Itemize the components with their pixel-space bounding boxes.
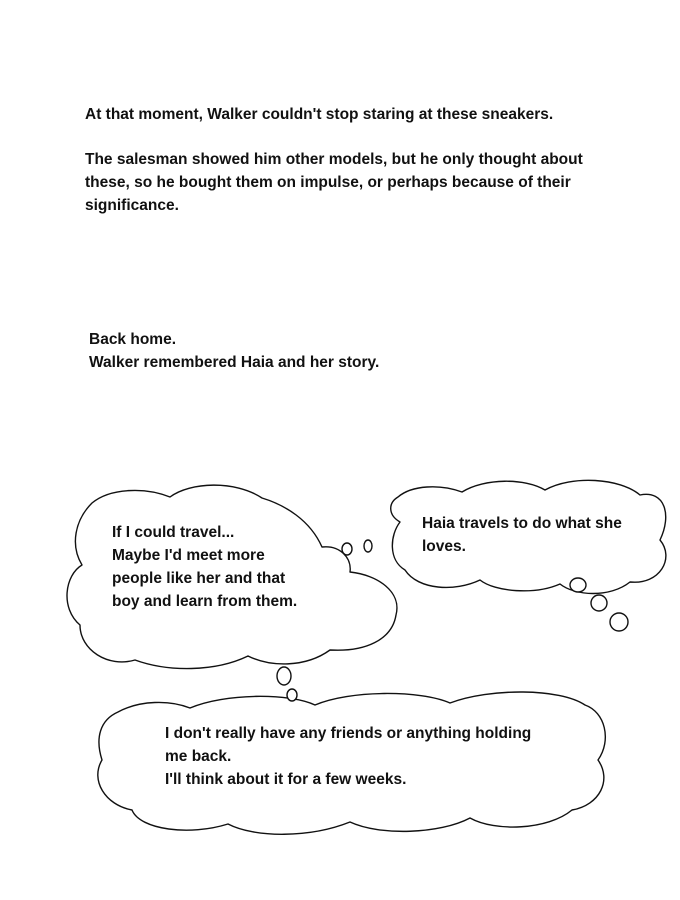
narration-paragraph-2-line: The salesman showed him other models, but he only thought about [85, 151, 583, 168]
narration-paragraph-3-line: Back home. [89, 331, 177, 348]
narration-paragraph-2-line: these, so he bought them on impulse, or perhaps because of their [85, 174, 571, 191]
thought-bubble-dot [287, 689, 297, 701]
thought-line: Maybe I'd meet more [112, 547, 265, 564]
thought-text-left [112, 521, 332, 613]
thought-bubble-dot [610, 613, 628, 631]
thought-line: boy and learn from them. [112, 593, 298, 610]
thought-line: people like her and that [112, 570, 286, 587]
thought-line: me back. [165, 748, 232, 765]
thought-line: loves. [422, 538, 466, 555]
thought-bubble-dot [277, 667, 291, 685]
narration-paragraph-2-line: significance. [85, 197, 179, 214]
narration-line-1: At that moment, Walker couldn't stop staring at these sneakers. [85, 106, 554, 123]
thought-bubble-dot [342, 543, 352, 555]
thought-bubble-dot [570, 578, 586, 592]
thought-bubble-dot [364, 540, 372, 552]
thought-line: Haia travels to do what she [422, 515, 622, 532]
thought-line: I'll think about it for a few weeks. [165, 771, 407, 788]
thought-line: If I could travel... [112, 524, 235, 541]
thought-text-bottom [165, 722, 565, 791]
narration-paragraph-3-line: Walker remembered Haia and her story. [89, 354, 380, 371]
thought-bubble-dot [591, 595, 607, 611]
thought-text-right [422, 512, 652, 558]
thought-line: I don't really have any friends or anything holding [165, 725, 532, 742]
